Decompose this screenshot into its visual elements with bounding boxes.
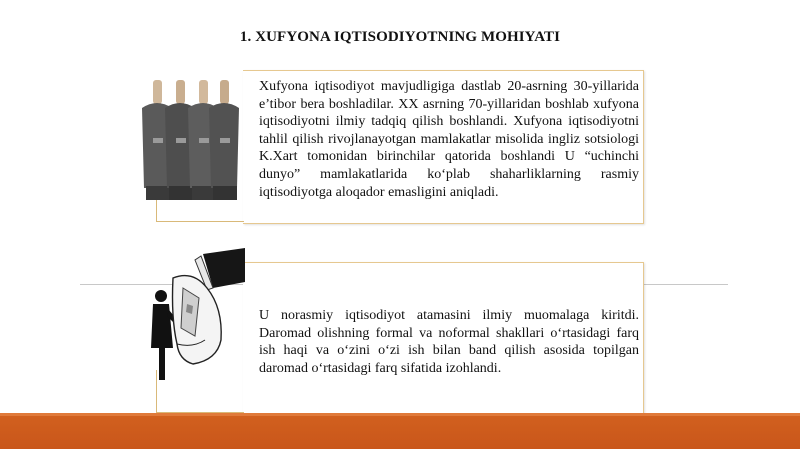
footer-highlight — [0, 413, 800, 416]
paragraph-2: U norasmiy iqtisodiyot atamasini ilmiy muomalaga kiritdi. Daromad olishning formal va noformal shakllari o‘rtasidagi farq ish haqi va o‘zini o‘zi ish bilan band qilish asosida topilgan daromad o‘rtasidagi farq sifatida izohlandi. — [259, 308, 639, 376]
slide-title: 1. XUFYONA IQTISODIYOTNING MOHIYATI — [239, 29, 561, 45]
box-1-bottom-line — [156, 221, 244, 222]
man-figure — [209, 80, 239, 200]
footer-bar — [0, 413, 800, 449]
bribe-hand-icon — [143, 248, 245, 388]
paragraph-1: Xufyona iqtisodiyot mavjudligiga dastlab 20-asrning 30-yillarida e’tibor bera boshladilar. XX asrning 70-yillaridan boshlab xufyona iqtisodiyotni ilmiy tadqiq qilish boshlandi. Xufyona iqtisodiyotni tahlil qilish rivojlanayotgan mamlakatlar misolida ingliz sotsiologi K.Xart tomonidan birinchilar qatorida boshlandi U “uchinchi dunyo” mamlakatlarida ko‘plab shaharliklarning rasmiy iqtisodiyotga aloqador emasligini aniqladi. — [259, 79, 639, 200]
open-hand — [173, 276, 222, 364]
handcuffed-men-icon — [138, 78, 242, 208]
